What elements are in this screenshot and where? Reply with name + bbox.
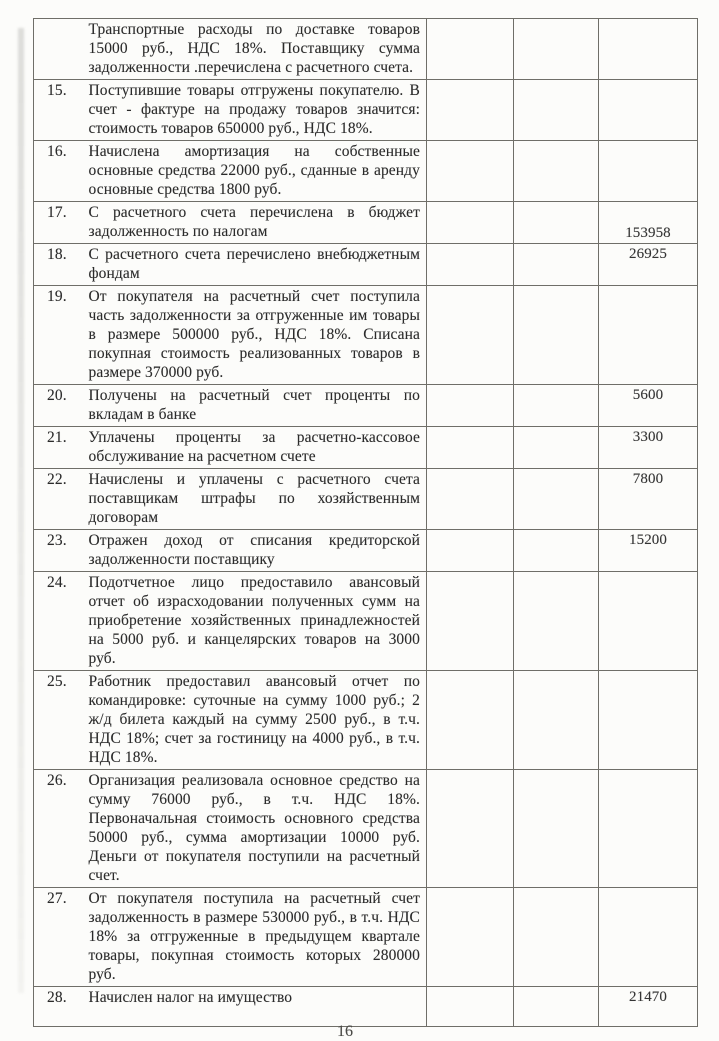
description-cell: Работник предоставил авансовый отчет по командировке: суточные на сумму 1000 руб.; 2 ж/д билета каждый на сумму 2500 руб., в т.ч. НДС 18%; счет за гостиницу на 4000 руб., в т.ч. НДС 18%. [79,671,427,770]
table-row [34,141,698,202]
row-number-cell: 22. [34,469,79,530]
table-row [34,19,698,80]
credit-cell [514,286,599,385]
credit-cell [514,469,599,530]
description-cell: Начислена амортизация на собственные основные средства 22000 руб., сданные в аренду основные средства 1800 руб. [79,141,427,202]
table-row [34,385,698,427]
credit-cell [514,385,599,427]
table-row [34,770,698,888]
debit-cell [427,19,514,80]
table-row [34,244,698,286]
amount-cell [599,770,698,888]
debit-cell [427,888,514,987]
scan-artifact-streak [18,28,24,993]
description-cell: Получены на расчетный счет проценты по вкладам в банке [79,385,427,427]
description-cell: Начислены и уплачены с расчетного счета поставщикам штрафы по хозяйственным договорам [79,469,427,530]
description-cell: С расчетного счета перечислено внебюджетным фондам [79,244,427,286]
amount-cell: 3300 [599,427,698,469]
amount-cell [599,286,698,385]
amount-cell [599,572,698,671]
row-number-cell: 23. [34,530,79,572]
row-number-cell: 16. [34,141,79,202]
credit-cell [514,888,599,987]
description-cell: От покупателя на расчетный счет поступила часть задолженности за отгруженные им товары в размере 500000 руб., НДС 18%. Списана покупная стоимость реализованных товаров в размере 370000 руб. [79,286,427,385]
row-number-cell: 18. [34,244,79,286]
page-number: 16 [337,1023,353,1040]
amount-cell [599,19,698,80]
row-number-cell [34,19,79,80]
description-cell: Подотчетное лицо предоставило авансовый отчет об израсходовании полученных сумм на приобретение хозяйственных принадлежностей на 5000 руб. и канцелярских товаров на 3000 руб. [79,572,427,671]
row-number-cell: 26. [34,770,79,888]
table-row [34,572,698,671]
credit-cell [514,770,599,888]
debit-cell [427,385,514,427]
description-cell: Транспортные расходы по доставке товаров 15000 руб., НДС 18%. Поставщику сумма задолженности .перечислена с расчетного счета. [79,19,427,80]
amount-cell [599,888,698,987]
amount-cell: 153958 [599,202,698,244]
amount-cell [599,80,698,141]
debit-cell [427,530,514,572]
amount-cell: 15200 [599,530,698,572]
amount-cell: 21470 [599,987,698,1027]
table-row [34,469,698,530]
debit-cell [427,770,514,888]
credit-cell [514,19,599,80]
table-row [34,987,698,1027]
table-row [34,671,698,770]
debit-cell [427,244,514,286]
table-row [34,202,698,244]
description-cell: Организация реализовала основное средство на сумму 76000 руб., в т.ч. НДС 18%. Первоначальная стоимость основного средства 50000 руб., сумма амортизации 10000 руб. Деньги от покупателя поступили на расчетный счет. [79,770,427,888]
description-cell: От покупателя поступила на расчетный счет задолженность в размере 530000 руб., в т.ч. НДС 18% за отгруженные в предыдущем квартале товары, покупная стоимость которых 280000 руб. [79,888,427,987]
credit-cell [514,141,599,202]
description-cell: Поступившие товары отгружены покупателю. В счет - фактуре на продажу товаров значится: стоимость товаров 650000 руб., НДС 18%. [79,80,427,141]
table-row [34,427,698,469]
table-row [34,530,698,572]
debit-cell [427,469,514,530]
description-cell: Начислен налог на имущество [79,987,427,1027]
credit-cell [514,671,599,770]
row-number-cell: 25. [34,671,79,770]
credit-cell [514,80,599,141]
table-row [34,286,698,385]
row-number-cell: 27. [34,888,79,987]
row-number-cell: 15. [34,80,79,141]
row-number-cell: 19. [34,286,79,385]
amount-cell [599,141,698,202]
debit-cell [427,671,514,770]
credit-cell [514,202,599,244]
operations-table-body [34,19,698,1027]
operations-table [33,18,698,1027]
row-number-cell: 20. [34,385,79,427]
table-row [34,80,698,141]
row-number-cell: 21. [34,427,79,469]
row-number-cell: 24. [34,572,79,671]
table-row [34,888,698,987]
credit-cell [514,987,599,1027]
amount-cell [599,671,698,770]
debit-cell [427,80,514,141]
debit-cell [427,286,514,385]
debit-cell [427,141,514,202]
debit-cell [427,202,514,244]
amount-cell: 26925 [599,244,698,286]
credit-cell [514,530,599,572]
amount-cell: 7800 [599,469,698,530]
row-number-cell: 17. [34,202,79,244]
credit-cell [514,427,599,469]
description-cell: Уплачены проценты за расчетно-кассовое обслуживание на расчетном счете [79,427,427,469]
debit-cell [427,427,514,469]
row-number-cell: 28. [34,987,79,1027]
description-cell: С расчетного счета перечислена в бюджет задолженность по налогам [79,202,427,244]
amount-cell: 5600 [599,385,698,427]
debit-cell [427,572,514,671]
credit-cell [514,572,599,671]
credit-cell [514,244,599,286]
debit-cell [427,987,514,1027]
description-cell: Отражен доход от списания кредиторской задолженности поставщику [79,530,427,572]
